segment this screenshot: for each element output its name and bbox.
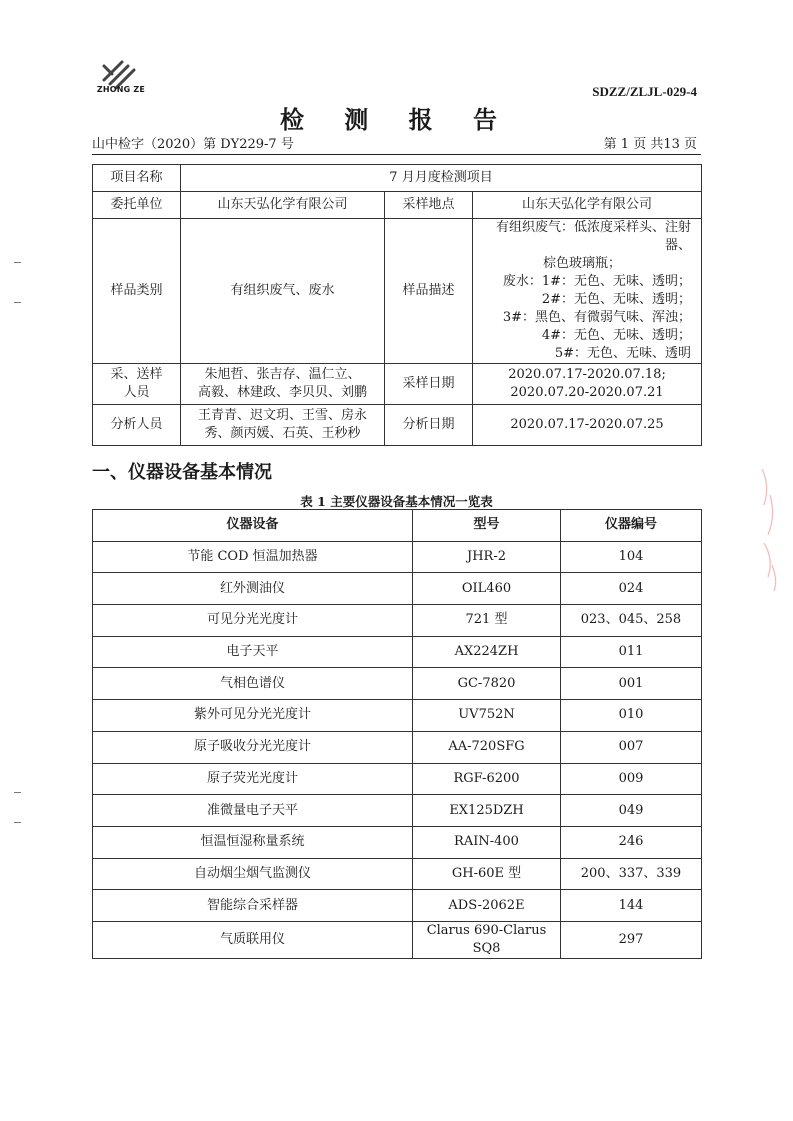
equipment-number-cell: 024 [561,573,702,605]
analysis-date-label: 分析日期 [385,405,473,446]
table-row [93,364,702,405]
sampling-site-value: 山东天弘化学有限公司 [473,192,702,219]
equipment-number-cell: 049 [561,795,702,827]
margin-mark [14,262,21,263]
sample-description-line: 3#：黑色、有微弱气味、浑浊； [502,310,692,325]
page-number: 第 1 页 共13 页 [603,137,697,152]
sampling-site-label: 采样地点 [385,192,473,219]
client-value: 山东天弘化学有限公司 [181,192,385,219]
sampling-date-line: 2020.07.17-2020.07.18; [508,367,666,382]
equipment-model-cell: AX224ZH [413,636,561,668]
project-name-value: 7 月月度检测项目 [181,165,702,192]
table-row [93,405,702,446]
table-row [93,541,702,573]
table-row [93,731,702,763]
table-row [93,700,702,732]
equipment-number-cell: 011 [561,636,702,668]
equipment-name-cell: 原子荧光光度计 [93,763,413,795]
equipment-number-cell: 010 [561,700,702,732]
equipment-name-cell: 原子吸收分光光度计 [93,731,413,763]
margin-mark [14,822,21,823]
sample-type-label: 样品类别 [93,219,181,364]
equipment-name-cell: 恒温恒湿称量系统 [93,826,413,858]
equipment-name-cell: 紫外可见分光光度计 [93,700,413,732]
equipment-model-cell: AA-720SFG [413,731,561,763]
equipment-name-cell: 自动烟尘烟气监测仪 [93,858,413,890]
equipment-name-cell: 智能综合采样器 [93,890,413,922]
equipment-number-cell: 104 [561,541,702,573]
table-row [93,605,702,637]
column-header: 仪器设备 [93,510,413,542]
equipment-model-cell: UV752N [413,700,561,732]
sampling-date-label: 采样日期 [385,364,473,405]
sampling-date-line: 2020.07.20-2020.07.21 [510,385,664,400]
equipment-name-cell: 气相色谱仪 [93,668,413,700]
samplers-value-line: 朱旭哲、张吉存、温仁立、 [204,367,361,382]
samplers-value-line: 高毅、林建政、李贝贝、刘鹏 [197,385,367,400]
table-row [93,763,702,795]
analysts-value-line: 王青青、迟文玥、王雪、房永 [197,408,367,423]
equipment-name-cell: 节能 COD 恒温加热器 [93,541,413,573]
sample-description-label: 样品描述 [385,219,473,364]
equipment-name-cell: 红外测油仪 [93,573,413,605]
document-code: SDZZ/ZLJL-029-4 [592,84,697,99]
table-row [93,826,702,858]
equipment-table [92,509,702,959]
section-title: 一、仪器设备基本情况 [92,462,272,483]
analysts-value [181,405,385,446]
table-caption: 表 1 主要仪器设备基本情况一览表 [300,494,493,509]
analysts-label: 分析人员 [93,405,181,446]
page-title: 检 测 报 告 [279,105,514,134]
equipment-name-cell: 气质联用仪 [93,921,413,958]
equipment-model-cell: RGF-6200 [413,763,561,795]
table-row [93,219,702,364]
equipment-model-cell: RAIN-400 [413,826,561,858]
column-header: 型号 [413,510,561,542]
equipment-number-cell: 009 [561,763,702,795]
equipment-name-cell: 准微量电子天平 [93,795,413,827]
client-label: 委托单位 [93,192,181,219]
equipment-model-cell: Clarus 690-Clarus SQ8 [413,921,561,958]
sample-description-value [473,219,702,364]
table-row [93,858,702,890]
project-name-label: 项目名称 [93,165,181,192]
report-info-table [92,164,702,446]
equipment-name-cell: 可见分光光度计 [93,605,413,637]
logo-text: ZHONG ZE [96,85,146,94]
table-row [93,165,702,192]
samplers-label-line: 人员 [123,385,150,400]
sample-description-line: 废水：1#：无色、无味、透明； [502,274,692,289]
sample-type-value: 有组织废气、废水 [181,219,385,364]
samplers-value [181,364,385,405]
equipment-model-cell: GH-60E 型 [413,858,561,890]
sample-description-line: 4#：无色、无味、透明； [541,328,692,343]
equipment-number-cell: 001 [561,668,702,700]
table-row [93,795,702,827]
margin-mark [14,302,21,303]
table-row [93,573,702,605]
sample-description-line: 2#：无色、无味、透明； [541,292,692,307]
table-row [93,668,702,700]
equipment-model-cell: ADS-2062E [413,890,561,922]
table-row [93,192,702,219]
equipment-model-cell: OIL460 [413,573,561,605]
equipment-number-cell: 200、337、339 [561,858,702,890]
sample-description-line: 5#：无色、无味、透明 [554,346,692,361]
sample-description-line: 棕色玻璃瓶； [543,256,622,271]
sample-description-line: 有组织废气：低浓度采样头、注射器、 [496,220,692,253]
samplers-label [93,364,181,405]
equipment-number-cell: 144 [561,890,702,922]
column-header: 仪器编号 [561,510,702,542]
report-number: 山中检字（2020）第 DY229-7 号 [92,137,294,152]
analysis-date-value: 2020.07.17-2020.07.25 [473,405,702,446]
header-divider [92,154,701,155]
table-header-row [93,510,702,542]
margin-mark [14,792,21,793]
sampling-date-value [473,364,702,405]
equipment-number-cell: 023、045、258 [561,605,702,637]
equipment-model-cell: JHR-2 [413,541,561,573]
table-row [93,921,702,958]
equipment-number-cell: 007 [561,731,702,763]
equipment-model-cell: 721 型 [413,605,561,637]
equipment-name-cell: 电子天平 [93,636,413,668]
seal-stamp-icon [756,465,782,595]
table-row [93,890,702,922]
equipment-number-cell: 297 [561,921,702,958]
analysts-value-line: 秀、颜丙媛、石英、王秒秒 [204,426,361,441]
equipment-model-cell: GC-7820 [413,668,561,700]
table-row [93,636,702,668]
samplers-label-line: 采、送样 [110,367,163,382]
equipment-number-cell: 246 [561,826,702,858]
equipment-model-cell: EX125DZH [413,795,561,827]
